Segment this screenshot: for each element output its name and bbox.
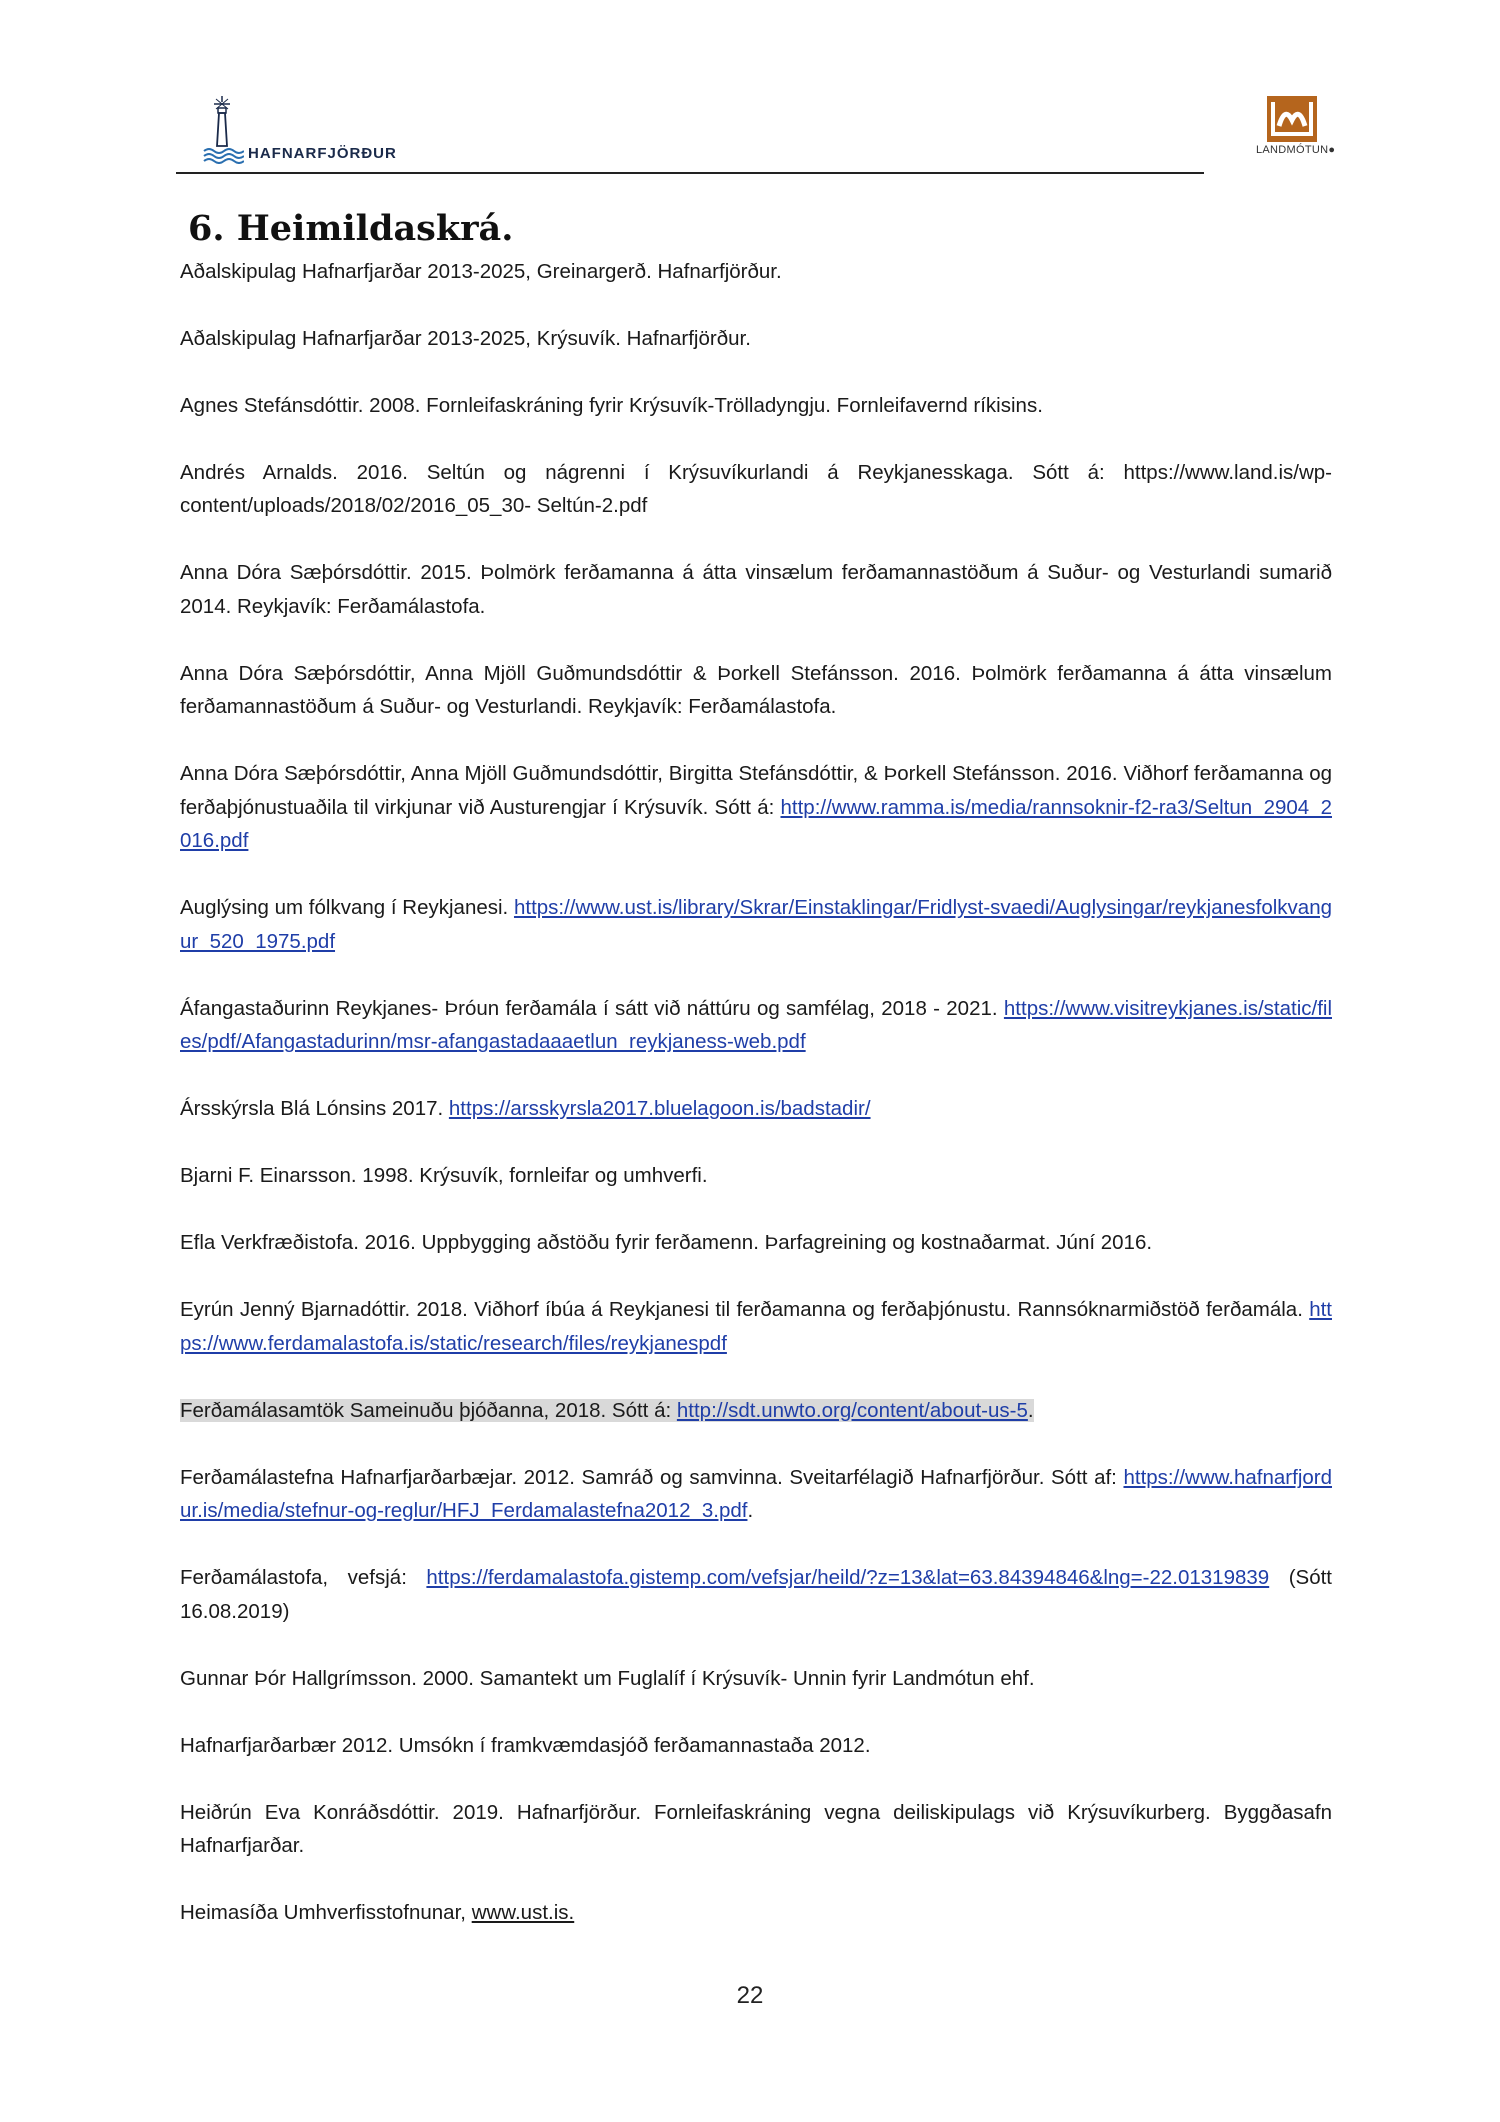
landmotun-logo-icon	[1267, 96, 1317, 142]
reference-list	[180, 255, 1332, 1963]
reference-link[interactable]: https://www.ust.is/library/Skrar/Einstaklingar/Fridlyst-svaedi/Auglysingar/reykjanesfolkvangur_520_1975.pdf	[180, 896, 1332, 953]
reference-item	[180, 1394, 1332, 1428]
section-heading: 6. Heimildaskrá.	[188, 208, 514, 249]
reference-item: Heimasíða Umhverfisstofnunar, www.ust.is.	[180, 1901, 575, 1924]
reference-item: Heiðrún Eva Konráðsdóttir. 2019. Hafnarfjörður. Fornleifaskráning vegna deiliskipulags við Krýsuvíkurberg. Byggðasafn Hafnarfjarðar.	[180, 1800, 1332, 1857]
reference-link[interactable]: https://ferdamalastofa.gistemp.com/vefsjar/heild/?z=13&lat=63.84394846&lng=-22.01319839	[426, 1566, 1270, 1589]
landmotun-logo-text: LANDMÓTUN●	[1256, 144, 1336, 156]
reference-item: Áfangastaðurinn Reykjanes- Þróun ferðamála í sátt við náttúru og samfélag, 2018 - 2021. https://www.visitreykjanes.is/static/files/pdf/Afangastadurinn/msr-afangastadaaaetlun_reykjaness-web.pdf	[180, 996, 1332, 1053]
reference-link[interactable]: www.ust.is.	[471, 1901, 575, 1924]
reference-link[interactable]: https://www.hafnarfjordur.is/media/stefnur-og-reglur/HFJ_Ferdamalastefna2012_3.pdf	[180, 1465, 1332, 1522]
reference-item: Anna Dóra Sæþórsdóttir, Anna Mjöll Guðmundsdóttir & Þorkell Stefánsson. 2016. Þolmörk ferðamanna á átta vinsælum ferðamannastöðum á Suður- og Vesturlandi. Reykjavík: Ferðamálastofa.	[180, 661, 1332, 718]
reference-link[interactable]: http://sdt.unwto.org/content/about-us-5	[676, 1398, 1028, 1422]
reference-item: Efla Verkfræðistofa. 2016. Uppbygging aðstöðu fyrir ferðamenn. Þarfagreining og kostnaðarmat. Júní 2016.	[180, 1231, 1153, 1254]
reference-item: Hafnarfjarðarbær 2012. Umsókn í framkvæmdasjóð ferðamannastaða 2012.	[180, 1733, 871, 1757]
reference-item: Ársskýrsla Blá Lónsins 2017. https://arsskyrsla2017.bluelagoon.is/badstadir/	[180, 1097, 871, 1120]
reference-item: Anna Dóra Sæþórsdóttir, Anna Mjöll Guðmundsdóttir, Birgitta Stefánsdóttir, & Þorkell Stefánsson. 2016. Viðhorf ferðamanna og ferðaþjónustuaðila til virkjunar við Austurengjar í Krýsuvík. Sótt á: http://www.ramma.is/media/rannsoknir-f2-ra3/Seltun_2904_2016.pdf	[180, 762, 1332, 852]
landmotun-logo	[1256, 96, 1336, 156]
reference-item: Ferðamálastefna Hafnarfjarðarbæjar. 2012. Samráð og samvinna. Sveitarfélagið Hafnarfjörður. Sótt af: https://www.hafnarfjordur.is/media/stefnur-og-reglur/HFJ_Ferdamalastefna2012_3.pdf.	[180, 1465, 1332, 1522]
lighthouse-icon	[200, 94, 244, 164]
page-header	[176, 88, 1336, 174]
reference-item: Andrés Arnalds. 2016. Seltún og nágrenni í Krýsuvíkurlandi á Reykjanesskaga. Sótt á: https://www.land.is/wp-content/uploads/2018/02/2016_05_30- Seltún-2.pdf	[180, 460, 1332, 517]
highlighted-reference: Ferðamálasamtök Sameinuðu þjóðanna, 2018. Sótt á: http://sdt.unwto.org/content/about-us-5.	[180, 1398, 1034, 1422]
reference-link[interactable]: https://www.visitreykjanes.is/static/files/pdf/Afangastadurinn/msr-afangastadaaaetlun_reykjaness-web.pdf	[180, 996, 1332, 1053]
header-rule	[176, 172, 1204, 174]
reference-item: Aðalskipulag Hafnarfjarðar 2013-2025, Greinargerð. Hafnarfjörður.	[180, 260, 782, 283]
reference-item: Gunnar Þór Hallgrímsson. 2000. Samantekt um Fuglalíf í Krýsuvík- Unnin fyrir Landmótun ehf.	[180, 1666, 1035, 1690]
hafnarfjordur-logo	[200, 94, 397, 164]
reference-item: Bjarni F. Einarsson. 1998. Krýsuvík, fornleifar og umhverfi.	[180, 1164, 708, 1187]
hafnarfjordur-logo-text: HAFNARFJÖRÐUR	[248, 145, 397, 162]
reference-link[interactable]: https://www.ferdamalastofa.is/static/research/files/reykjanespdf	[180, 1298, 1332, 1355]
reference-item: Anna Dóra Sæþórsdóttir. 2015. Þolmörk ferðamanna á átta vinsælum ferðamannastöðum á Suður- og Vesturlandi sumarið 2014. Reykjavík: Ferðamálastofa.	[180, 561, 1332, 618]
reference-item: Aðalskipulag Hafnarfjarðar 2013-2025, Krýsuvík. Hafnarfjörður.	[180, 326, 751, 350]
page-number: 22	[736, 1982, 764, 2009]
reference-link[interactable]: https://arsskyrsla2017.bluelagoon.is/badstadir/	[448, 1097, 871, 1120]
reference-item: Eyrún Jenný Bjarnadóttir. 2018. Viðhorf íbúa á Reykjanesi til ferðamanna og ferðaþjónustu. Rannsóknarmiðstöð ferðamála. https://www.ferdamalastofa.is/static/research/files/reykjanespdf	[180, 1298, 1332, 1355]
reference-item: Auglýsing um fólkvang í Reykjanesi. https://www.ust.is/library/Skrar/Einstaklingar/Fridlyst-svaedi/Auglysingar/reykjanesfolkvangur_520_1975.pdf	[180, 896, 1332, 953]
reference-item: Agnes Stefánsdóttir. 2008. Fornleifaskráning fyrir Krýsuvík-Trölladyngju. Fornleifavernd ríkisins.	[180, 393, 1043, 417]
reference-item: Ferðamálastofa, vefsjá: https://ferdamalastofa.gistemp.com/vefsjar/heild/?z=13&lat=63.84394846&lng=-22.01319839 (Sótt 16.08.2019)	[180, 1566, 1332, 1623]
reference-link[interactable]: http://www.ramma.is/media/rannsoknir-f2-ra3/Seltun_2904_2016.pdf	[180, 795, 1332, 852]
